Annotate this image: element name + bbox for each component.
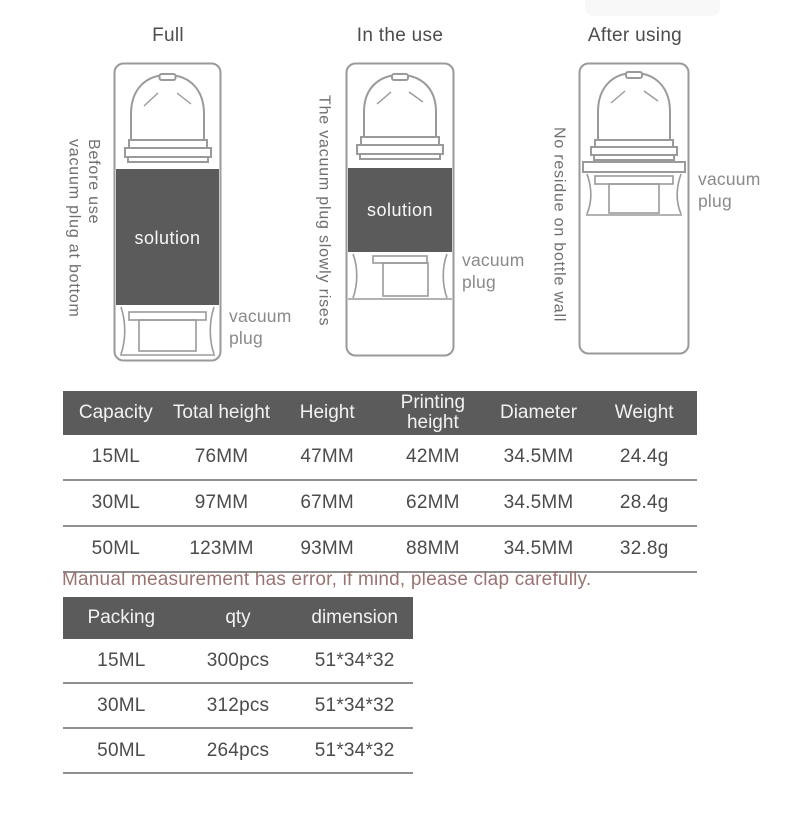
cell: 51*34*32: [314, 649, 395, 671]
bottle-diagram-full: [113, 62, 222, 362]
cell: 300pcs: [206, 649, 270, 671]
vacuum-plug-label-after-using: vacuum plug: [698, 169, 761, 212]
cell: 312pcs: [206, 694, 270, 716]
spec-col-printing-height: Printing height: [400, 392, 466, 433]
cell: 34.5MM: [503, 492, 574, 513]
packing-col-dimension: dimension: [311, 607, 398, 628]
diagram-title-after-using: After using: [587, 25, 683, 46]
spec-col-capacity: Capacity: [78, 402, 153, 423]
cell: 34.5MM: [503, 538, 574, 559]
cell: 97MM: [194, 492, 249, 513]
packing-row-30ml: [63, 684, 413, 729]
vacuum-plug-label-in-use: vacuum plug: [462, 250, 525, 293]
cell: 67MM: [300, 492, 354, 513]
measurement-note: Manual measurement has error, if mind, please clap carefully.: [62, 569, 592, 590]
spec-row-15ml: [63, 435, 697, 481]
side-note-line: No residue on bottle wall: [550, 127, 568, 323]
side-note-line: Before use: [85, 139, 103, 225]
cell: 123MM: [189, 538, 254, 559]
spec-row-30ml: [63, 481, 697, 527]
faint-image-artifact: [585, 0, 720, 16]
cell: 51*34*32: [314, 739, 395, 761]
side-note-line: The vacuum plug slowly rises: [315, 95, 333, 327]
cell: 15ML: [97, 649, 146, 671]
packing-table: [63, 597, 413, 774]
side-note-before-use: [64, 139, 103, 359]
spec-table: [63, 391, 697, 573]
diagram-title-in-use: In the use: [356, 25, 444, 46]
cell: 62MM: [406, 492, 460, 513]
cell: 93MM: [300, 538, 354, 559]
spec-row-50ml: [63, 527, 697, 573]
vacuum-plug-label-full: vacuum plug: [229, 306, 292, 349]
cell: 30ML: [97, 694, 146, 716]
spec-col-total-height: Total height: [172, 402, 271, 423]
packing-row-50ml: [63, 729, 413, 774]
packing-col-packing: Packing: [87, 607, 156, 628]
cell: 264pcs: [206, 739, 270, 761]
spec-col-diameter: Diameter: [499, 402, 578, 423]
cell: 32.8g: [619, 538, 669, 559]
cell: 24.4g: [619, 446, 669, 467]
spec-col-height: Height: [299, 402, 355, 423]
cell: 88MM: [406, 538, 460, 559]
solution-label-full: solution: [134, 228, 201, 248]
cell: 15ML: [91, 446, 140, 467]
cell: 50ML: [91, 538, 140, 559]
diagram-title-full: Full: [152, 25, 184, 46]
packing-col-qty: qty: [225, 607, 251, 628]
cell: 30ML: [91, 492, 140, 513]
cell: 76MM: [194, 446, 249, 467]
spec-col-weight: Weight: [614, 402, 674, 423]
cell: 28.4g: [619, 492, 669, 513]
packing-row-15ml: [63, 639, 413, 684]
cell: 42MM: [406, 446, 460, 467]
cell: 50ML: [97, 739, 146, 761]
bottle-diagram-after-using: [578, 62, 690, 355]
cell: 47MM: [300, 446, 354, 467]
cell: 34.5MM: [503, 446, 574, 467]
side-note-plug-rises: [314, 95, 334, 326]
packing-table-header: [63, 597, 413, 639]
spec-table-header: [63, 391, 697, 435]
side-note-no-residue: [549, 127, 569, 322]
solution-label-in-use: solution: [366, 200, 434, 220]
side-note-line: vacuum plug at bottom: [65, 139, 83, 318]
cell: 51*34*32: [314, 694, 395, 716]
